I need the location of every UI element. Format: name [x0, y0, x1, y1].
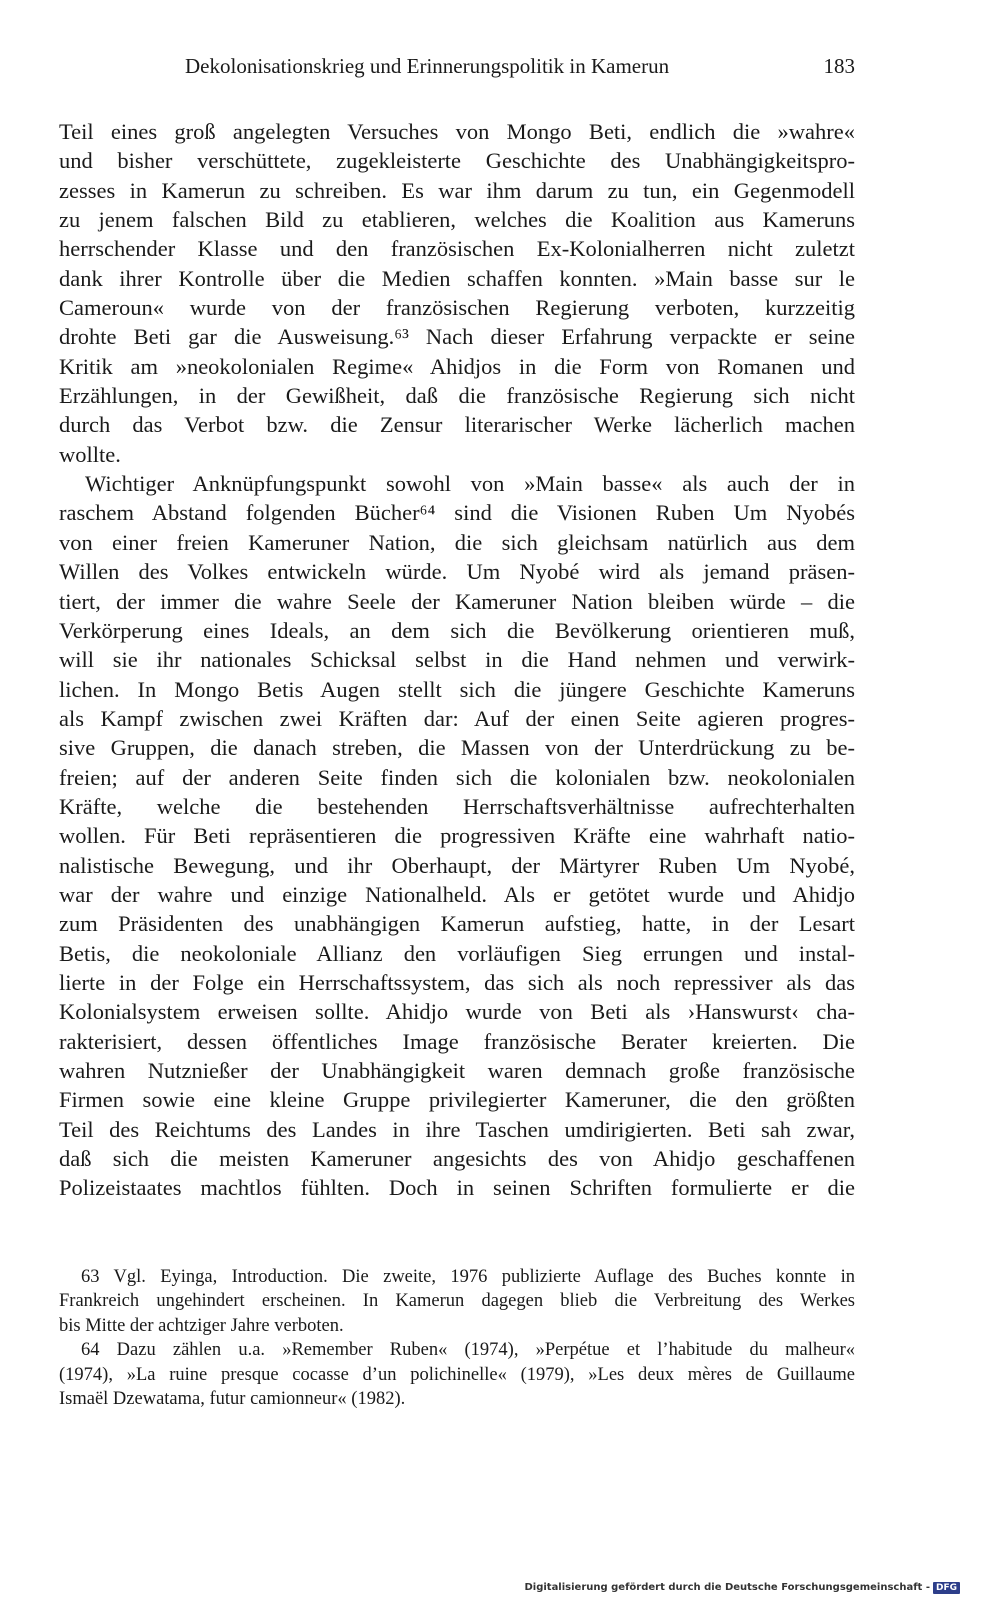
body-line: drohte Beti gar die Ausweisung.⁶³ Nach dieser Erfahrung verpackte er seine: [59, 324, 855, 350]
body-line: Firmen sowie eine kleine Gruppe privilegierter Kameruner, die den größten: [59, 1087, 855, 1113]
body-line: Erzählungen, in der Gewißheit, daß die französische Regierung sich nicht: [59, 383, 855, 409]
body-line: Willen des Volkes entwickeln würde. Um Nyobé wird als jemand präsen-: [59, 559, 855, 585]
body-line: Cameroun« wurde von der französischen Regierung verboten, kurzzeitig: [59, 295, 855, 321]
footnote-line: 63 Vgl. Eyinga, Introduction. Die zweite, 1976 publizierte Auflage des Buches konnte in: [81, 1267, 855, 1287]
dfg-logo-icon: DFG: [933, 1582, 960, 1594]
body-text: [59, 117, 855, 1203]
body-line: als Kampf zwischen zwei Kräften dar: Auf der einen Seite agieren progres-: [59, 705, 855, 731]
body-line: daß sich die meisten Kameruner angesichts des von Ahidjo geschaffenen: [59, 1146, 855, 1172]
body-line: Kräfte, welche die bestehenden Herrschaftsverhältnisse aufrechterhalten: [59, 793, 855, 819]
body-line: zum Präsidenten des unabhängigen Kamerun aufstieg, hatte, in der Lesart: [59, 911, 855, 937]
body-line: durch das Verbot bzw. die Zensur literarischer Werke lächerlich machen: [59, 412, 855, 438]
footnote-line: 64 Dazu zählen u.a. »Remember Ruben« (1974), »Perpétue et l’habitude du malheur«: [81, 1340, 855, 1361]
body-line: Teil eines groß angelegten Versuches von Mongo Beti, endlich die »wahre«: [59, 119, 855, 144]
body-line: raschem Abstand folgenden Bücher⁶⁴ sind die Visionen Ruben Um Nyobés: [59, 500, 855, 526]
body-line: Polizeistaates machtlos fühlten. Doch in seinen Schriften formulierte er die: [59, 1175, 855, 1201]
footnotes: [59, 1265, 855, 1411]
running-head-title: Dekolonisationskrieg und Erinnerungspolitik in Kamerun: [185, 54, 670, 78]
body-line: Wichtiger Anknüpfungspunkt sowohl von »Main basse« als auch der in: [85, 471, 855, 497]
body-line: sive Gruppen, die danach streben, die Massen von der Unterdrückung zu be-: [59, 735, 855, 761]
body-line: von einer freien Kameruner Nation, die sich gleichsam natürlich aus dem: [59, 529, 855, 555]
digitization-credit: [524, 1581, 960, 1595]
body-line: lichen. In Mongo Betis Augen stellt sich die jüngere Geschichte Kameruns: [59, 676, 855, 702]
credit-text: Digitalisierung gefördert durch die Deutsche Forschungsgemeinschaft -: [524, 1582, 930, 1593]
page-number: 183: [823, 54, 855, 78]
body-line: und bisher verschüttete, zugekleisterte Geschichte des Unabhängigkeitspro-: [59, 148, 855, 174]
body-line: nalistische Bewegung, und ihr Oberhaupt, der Märtyrer Ruben Um Nyobé,: [59, 852, 855, 878]
body-line: herrschender Klasse und den französischen Ex-Kolonialherren nicht zuletzt: [59, 236, 855, 262]
body-line: lierte in der Folge ein Herrschaftssystem, das sich als noch repressiver als das: [59, 969, 855, 995]
body-line: rakterisiert, dessen öffentliches Image französische Berater kreierten. Die: [59, 1028, 855, 1054]
body-line: Teil des Reichtums des Landes in ihre Taschen umdirigierten. Beti sah zwar,: [59, 1116, 855, 1142]
body-line: Kolonialsystem erweisen sollte. Ahidjo wurde von Beti als ›Hanswurst‹ cha-: [59, 999, 855, 1025]
body-line: tiert, der immer die wahre Seele der Kameruner Nation bleiben würde – die: [59, 588, 855, 614]
body-line: Betis, die neokoloniale Allianz den vorläufigen Sieg errungen und instal-: [59, 940, 855, 966]
body-line: war der wahre und einzige Nationalheld. Als er getötet wurde und Ahidjo: [59, 881, 855, 907]
running-head: [185, 50, 855, 82]
footnote-line: bis Mitte der achtziger Jahre verboten.: [59, 1315, 344, 1336]
body-line: Kritik am »neokolonialen Regime« Ahidjos in die Form von Romanen und: [59, 353, 855, 379]
body-line: freien; auf der anderen Seite finden sich die kolonialen bzw. neokolonialen: [59, 764, 855, 790]
body-line: wahren Nutznießer der Unabhängigkeit waren demnach große französische: [59, 1058, 855, 1083]
body-line: zesses in Kamerun zu schreiben. Es war ihm darum zu tun, ein Gegenmodell: [59, 177, 855, 203]
footnote-line: Frankreich ungehindert erscheinen. In Kamerun dagegen blieb die Verbreitung des Werkes: [59, 1291, 855, 1312]
body-line: zu jenem falschen Bild zu etablieren, welches die Koalition aus Kameruns: [59, 207, 855, 233]
body-line: wollen. Für Beti repräsentieren die progressiven Kräfte eine wahrhaft natio-: [59, 823, 855, 849]
footnote-line: Ismaël Dzewatama, futur camionneur« (1982).: [59, 1388, 406, 1409]
body-line: wollte.: [59, 441, 121, 467]
body-line: dank ihrer Kontrolle über die Medien schaffen konnten. »Main basse sur le: [59, 265, 855, 291]
footnote-line: (1974), »La ruine presque cocasse d’un polichinelle« (1979), »Les deux mères de Guillaume: [59, 1364, 855, 1385]
body-line: Verkörperung eines Ideals, an dem sich die Bevölkerung orientieren muß,: [59, 617, 855, 643]
body-line: will sie ihr nationales Schicksal selbst in die Hand nehmen und verwirk-: [59, 647, 855, 673]
